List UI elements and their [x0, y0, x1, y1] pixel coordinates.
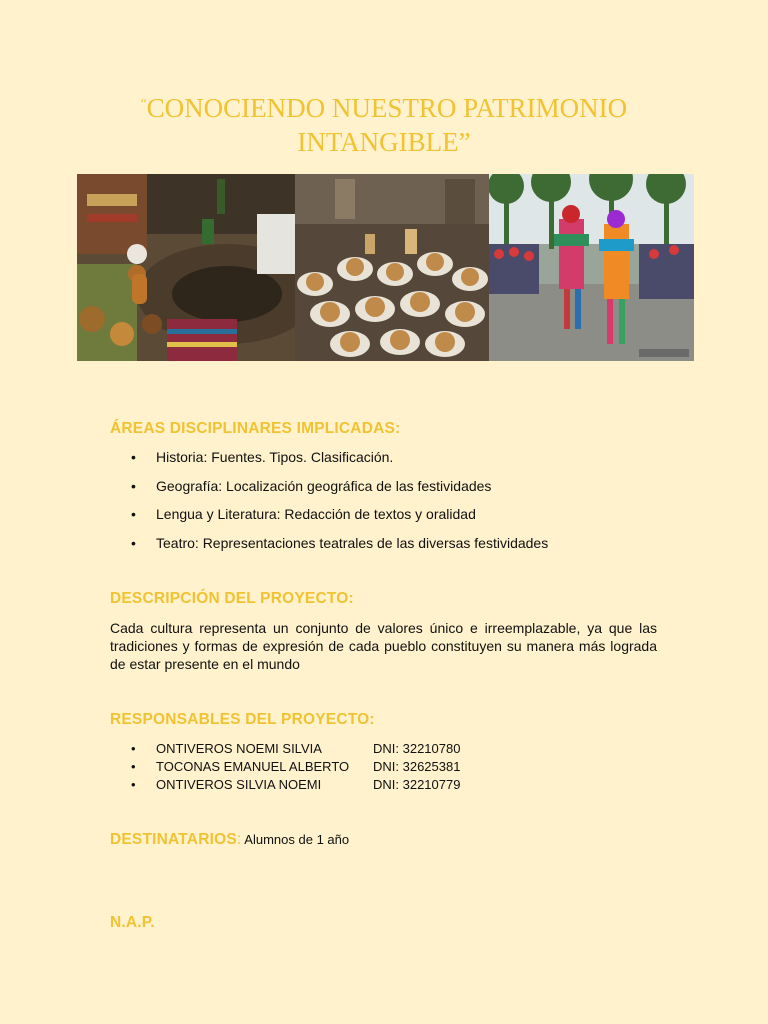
- responsables-heading: RESPONSABLES DEL PROYECTO:: [110, 711, 375, 728]
- title-line-2: INTANGIBLE”: [297, 127, 471, 157]
- list-item: • Teatro: Representaciones teatrales de las diversas festividades: [131, 535, 548, 564]
- responsables-list: [131, 740, 460, 794]
- list-item: • Lengua y Literatura: Redacción de textos y oralidad: [131, 506, 548, 535]
- destinatarios-heading: DESTINATARIOS: [110, 831, 237, 848]
- photo-banner: [77, 174, 694, 361]
- responsable-dni: DNI: 32210779: [373, 777, 461, 792]
- responsable-dni: DNI: 32625381: [373, 759, 461, 774]
- title-line-1: CONOCIENDO NUESTRO PATRIMONIO: [146, 93, 628, 123]
- mesa-ofrendas-photo: [295, 174, 489, 361]
- list-item: • Historia: Fuentes. Tipos. Clasificación.: [131, 449, 548, 478]
- list-item: • Geografía: Localización geográfica de las festividades: [131, 478, 548, 507]
- nap-heading: N.A.P.: [110, 914, 155, 931]
- list-item: [131, 758, 460, 776]
- list-item: [131, 776, 460, 794]
- responsable-dni: DNI: 32210780: [373, 741, 461, 756]
- responsable-name: ONTIVEROS NOEMI SILVIA: [156, 741, 322, 756]
- areas-list: [131, 449, 548, 563]
- destinatarios-colon: :: [236, 831, 242, 848]
- list-item: [131, 740, 460, 758]
- descripcion-text: Cada cultura representa un conjunto de valores único e irreemplazable, ya que las tradiciones y formas de expresión de cada pueblo constituyen su manera más lograda de estar presente en el mundo: [110, 620, 657, 672]
- destinatarios-value: Alumnos de 1 año: [241, 832, 350, 847]
- destinatarios-line: [110, 831, 349, 849]
- document-title: [0, 86, 768, 159]
- responsable-name: TOCONAS EMANUEL ALBERTO: [156, 759, 350, 774]
- areas-heading: ÁREAS DISCIPLINARES IMPLICADAS:: [110, 420, 401, 437]
- title-open-quote: “: [140, 95, 147, 110]
- responsable-name: ONTIVEROS SILVIA NOEMI: [156, 777, 322, 792]
- ofrenda-pachamama-photo: [77, 174, 295, 361]
- carnaval-diablos-photo: [489, 174, 694, 361]
- descripcion-heading: DESCRIPCIÓN DEL PROYECTO:: [110, 590, 354, 607]
